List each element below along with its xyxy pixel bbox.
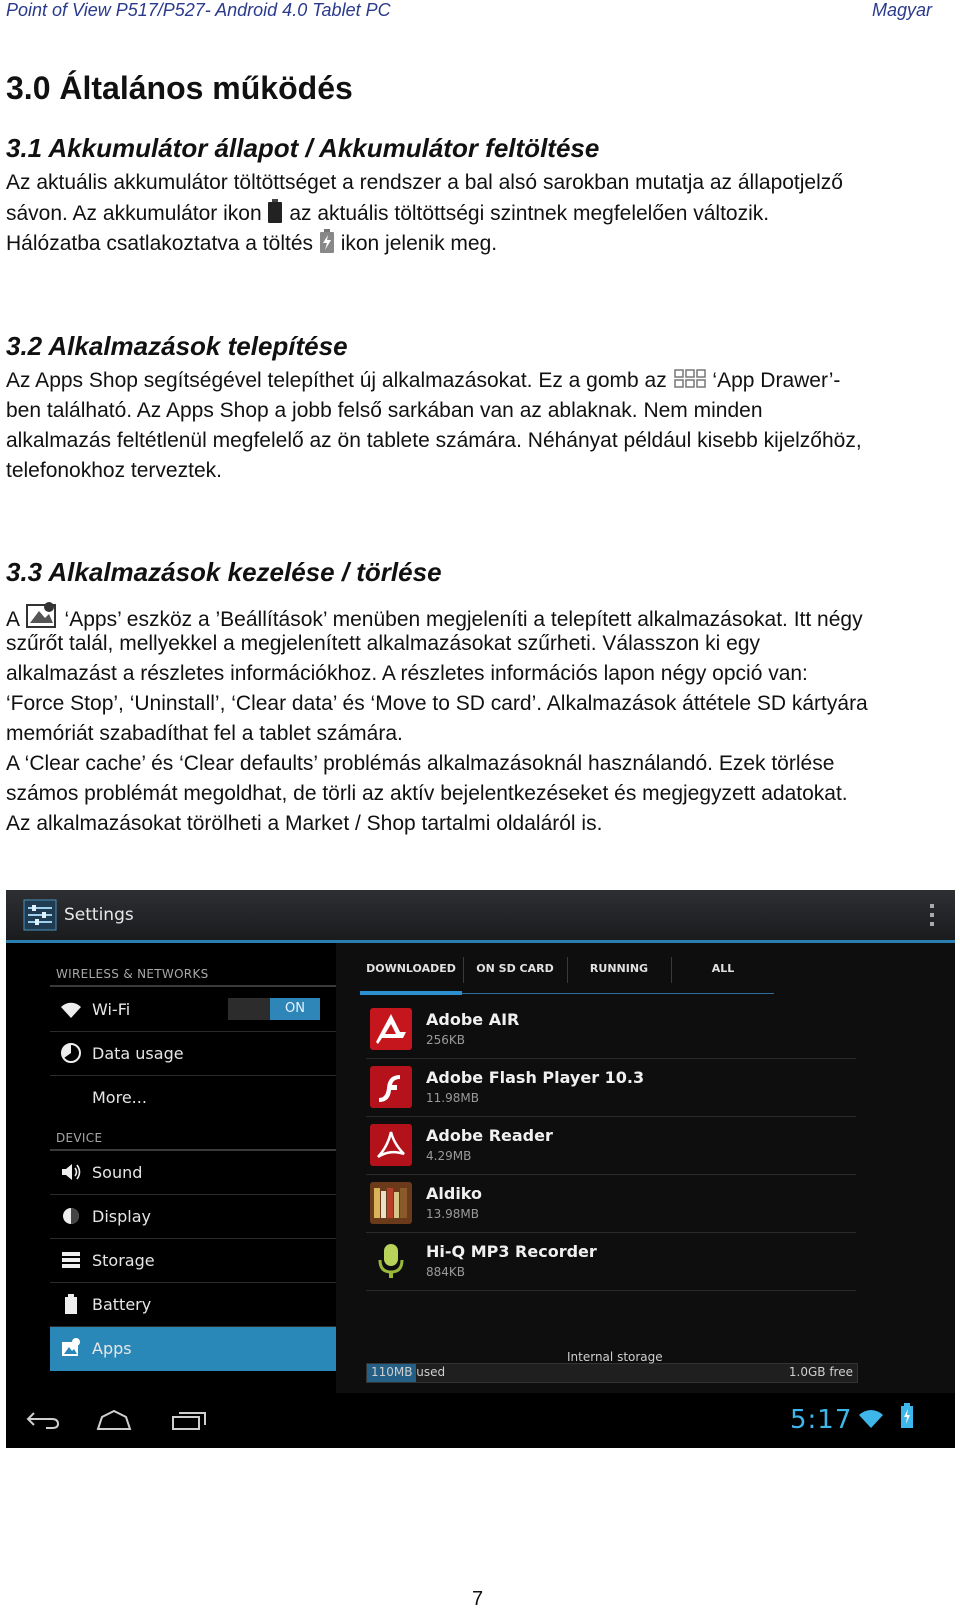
s31-line-3a: Hálózatba csatlakoztatva a töltés <box>6 232 314 255</box>
app-name: Adobe Reader <box>426 1126 553 1145</box>
page-number: 7 <box>472 1588 484 1610</box>
settings-item-apps[interactable] <box>50 1327 340 1371</box>
storage-label: Storage <box>92 1251 155 1270</box>
app-row[interactable] <box>366 1117 856 1175</box>
storage-bar <box>366 1350 858 1383</box>
storage-free-text: 1.0GB free <box>788 1365 853 1379</box>
settings-item-sound[interactable] <box>50 1151 340 1195</box>
sound-label: Sound <box>92 1163 143 1182</box>
s31-line-3 <box>6 229 497 263</box>
chapter-title: 3.0 Általános működés <box>6 70 353 106</box>
storage-caption: Internal storage <box>567 1350 663 1364</box>
settings-sliders-icon <box>20 896 60 934</box>
recent-apps-icon[interactable] <box>171 1409 207 1431</box>
aldiko-bookshelf-icon <box>370 1182 412 1224</box>
s33-line-3: alkalmazást a részletes információkhoz. A részletes információs lapon négy opció van: <box>6 662 808 685</box>
s32-line-1 <box>6 366 840 400</box>
tab-downloaded[interactable]: DOWNLOADED <box>366 962 456 975</box>
app-name: Adobe Flash Player 10.3 <box>426 1068 645 1087</box>
home-icon[interactable] <box>96 1409 132 1431</box>
s31-line-2b: az aktuális töltöttségi szintnek megfelelően változik. <box>289 202 770 225</box>
s33-line-1b: ‘Apps’ eszköz a ’Beállítások’ menüben megjeleníti a telepített alkalmazásokat. Itt négy <box>64 608 863 631</box>
s31-line-2a: sávon. Az akkumulátor ikon <box>6 202 262 225</box>
adobe-air-icon <box>370 1008 412 1050</box>
action-bar-title: Settings <box>64 905 134 925</box>
sound-icon <box>60 1161 82 1183</box>
s33-line-5: memóriát szabadíthat fel a tablet számára. <box>6 722 403 745</box>
more-label: More... <box>92 1088 147 1107</box>
storage-used-text: 110MB used <box>371 1365 446 1379</box>
overflow-menu-icon[interactable] <box>929 904 935 926</box>
apps-panel <box>336 943 955 1393</box>
s33-line-4: ‘Force Stop’, ‘Uninstall’, ‘Clear data’ és ‘Move to SD card’. Alkalmazások áttétele SD kártyára <box>6 692 868 715</box>
settings-list <box>6 943 336 1393</box>
tab-all[interactable]: ALL <box>711 962 735 975</box>
wifi-toggle[interactable] <box>228 998 320 1020</box>
action-bar <box>6 890 955 943</box>
app-row[interactable] <box>366 1175 856 1233</box>
adobe-reader-icon <box>370 1124 412 1166</box>
section-3-3-title: 3.3 Alkalmazások kezelése / törlése <box>6 557 442 587</box>
apps-icon <box>60 1337 82 1359</box>
s32-line-1b: ‘App Drawer’- <box>712 369 841 392</box>
s33-line-1a: A <box>6 608 19 631</box>
data-usage-label: Data usage <box>92 1044 184 1063</box>
app-size: 4.29MB <box>426 1149 472 1163</box>
back-icon[interactable] <box>26 1410 60 1430</box>
header-right: Magyar <box>871 0 932 20</box>
app-drawer-icon <box>673 368 707 400</box>
wifi-icon <box>60 998 82 1020</box>
app-size: 256KB <box>426 1033 466 1047</box>
settings-item-battery[interactable] <box>50 1283 340 1327</box>
app-row[interactable] <box>366 1001 856 1059</box>
data-usage-icon <box>60 1042 82 1064</box>
app-name: Hi-Q MP3 Recorder <box>426 1242 597 1261</box>
s32-line-2: ben található. Az Apps Shop a jobb felső sarkában van az ablaknak. Nem minden <box>6 399 763 422</box>
s31-line-2 <box>6 199 769 233</box>
app-size: 11.98MB <box>426 1091 479 1105</box>
settings-item-wifi[interactable] <box>50 988 340 1032</box>
battery-icon <box>60 1293 82 1315</box>
wifi-signal-icon <box>858 1407 884 1429</box>
tab-indicator <box>360 991 462 995</box>
s33-line-7: számos problémát megoldhat, de törli az aktív bejelentkezéseket és megjegyzett adatokat. <box>6 782 848 805</box>
flash-player-icon <box>370 1066 412 1108</box>
s33-line-6: A ‘Clear cache’ és ‘Clear defaults’ problémás alkalmazásoknál használandó. Ezek törlése <box>6 752 835 775</box>
battery-label: Battery <box>92 1295 152 1314</box>
app-size: 884KB <box>426 1265 466 1279</box>
tab-running[interactable]: RUNNING <box>589 962 649 975</box>
battery-icon <box>267 199 283 233</box>
battery-charging-icon <box>900 1403 914 1429</box>
status-clock: 5:17 <box>790 1405 853 1435</box>
section-3-1-title: 3.1 Akkumulátor állapot / Akkumulátor feltöltése <box>6 133 600 163</box>
s32-line-3: alkalmazás feltétlenül megfelelő az ön tablete számára. Néhányat például kisebb kijelzőhöz, <box>6 429 862 452</box>
header-left: Point of View P517/P527- Android 4.0 Tablet PC <box>6 0 391 20</box>
settings-item-more[interactable] <box>50 1076 340 1120</box>
app-name: Aldiko <box>426 1184 483 1203</box>
settings-item-data-usage[interactable] <box>50 1032 340 1076</box>
s31-line-1: Az aktuális akkumulátor töltöttséget a rendszer a bal alsó sarokban mutatja az állapotjelző <box>6 171 843 194</box>
s33-line-8: Az alkalmazásokat törölheti a Market / Shop tartalmi oldaláról is. <box>6 812 603 835</box>
navigation-bar <box>6 1393 955 1448</box>
app-name: Adobe AIR <box>426 1010 520 1029</box>
app-row[interactable] <box>366 1233 856 1291</box>
display-label: Display <box>92 1207 151 1226</box>
microphone-icon <box>370 1240 412 1282</box>
wifi-label: Wi-Fi <box>92 1000 131 1019</box>
apps-label: Apps <box>92 1339 132 1358</box>
settings-item-display[interactable] <box>50 1195 340 1239</box>
section-wireless: WIRELESS & NETWORKS <box>56 967 209 981</box>
app-size: 13.98MB <box>426 1207 479 1221</box>
storage-icon <box>60 1249 82 1271</box>
app-row[interactable] <box>366 1059 856 1117</box>
battery-charging-icon <box>319 229 335 263</box>
page-header <box>6 0 932 24</box>
settings-item-storage[interactable] <box>50 1239 340 1283</box>
s31-line-3b: ikon jelenik meg. <box>340 232 498 255</box>
s33-line-2: szűrőt talál, mellyekkel a megjelenített alkalmazásokat szűrheti. Válasszon ki egy <box>6 632 761 655</box>
section-device: DEVICE <box>56 1131 103 1145</box>
display-brightness-icon <box>60 1205 82 1227</box>
tab-on-sd-card[interactable]: ON SD CARD <box>476 962 554 975</box>
android-settings-screenshot <box>6 890 955 1448</box>
section-divider <box>50 985 340 987</box>
section-3-2-title: 3.2 Alkalmazások telepítése <box>6 331 348 361</box>
wifi-toggle-on: ON <box>270 998 320 1020</box>
s32-line-4: telefonokhoz terveztek. <box>6 459 222 482</box>
s32-line-1a: Az Apps Shop segítségével telepíthet új alkalmazásokat. Ez a gomb az <box>6 369 667 392</box>
